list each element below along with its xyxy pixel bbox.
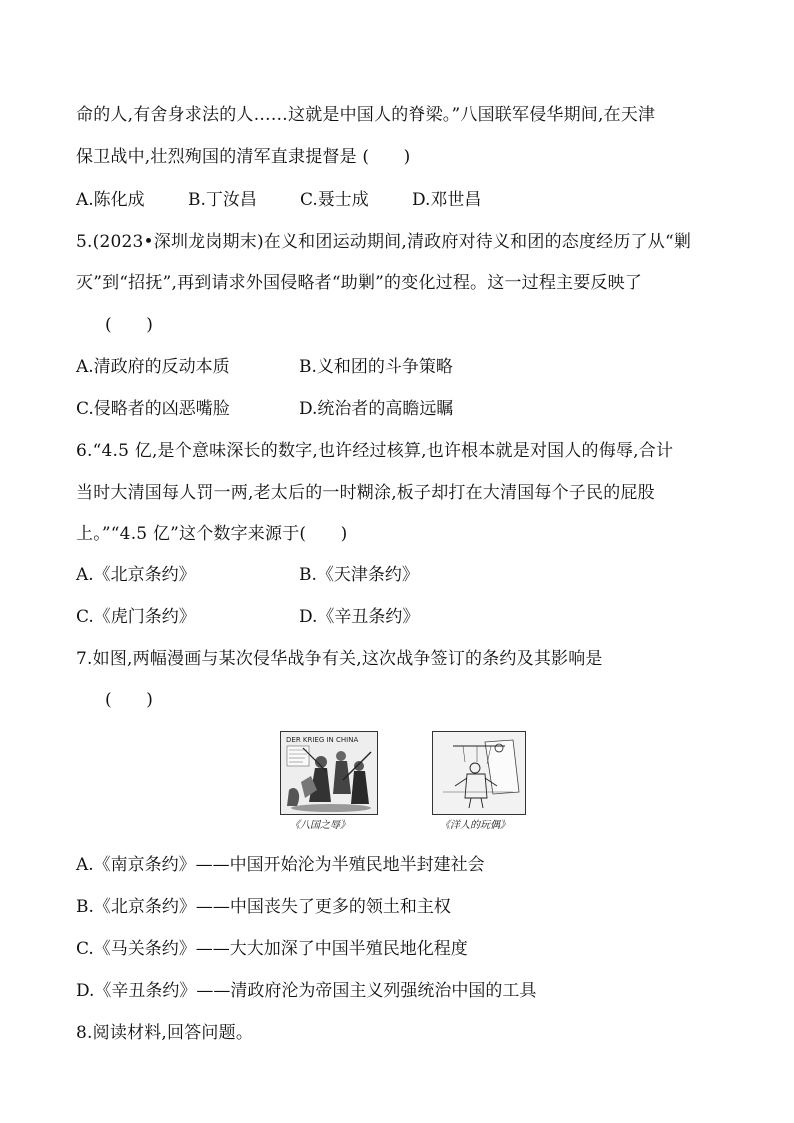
q4-option-b[interactable]: B.丁汝昌 xyxy=(188,190,257,210)
cartoon-header-text: DER KRIEG IN CHINA xyxy=(286,736,359,744)
q4-option-c[interactable]: C.聂士成 xyxy=(300,190,369,210)
q5-text-line-2: 灭”到“招抚”,再到请求外国侵略者“助剿”的变化过程。这一过程主要反映了 xyxy=(76,273,643,293)
q6-text-line-2: 当时大清国每人罚一两,老太后的一时糊涂,板子却打在大清国每个子民的屁股 xyxy=(76,483,655,503)
q5-text-line-1: 5.(2023•深圳龙岗期末)在义和团运动期间,清政府对待义和团的态度经历了从“剿 xyxy=(76,232,692,252)
q7-answer-blank: ( ) xyxy=(105,690,154,710)
q6-text-line-3: 上。”“4.5 亿”这个数字来源于( ) xyxy=(76,524,348,544)
q4-option-d[interactable]: D.邓世昌 xyxy=(412,190,482,210)
q6-option-b[interactable]: B.《天津条约》 xyxy=(299,565,419,585)
q4-text-line-2: 保卫战中,壮烈殉国的清军直隶提督是 ( ) xyxy=(76,147,411,167)
q5-option-b[interactable]: B.义和团的斗争策略 xyxy=(299,357,453,377)
q6-option-d[interactable]: D.《辛丑条约》 xyxy=(299,607,420,627)
q7-option-a[interactable]: A.《南京条约》——中国开始沦为半殖民地半封建社会 xyxy=(76,855,485,875)
q7-text-line-1: 7.如图,两幅漫画与某次侵华战争有关,这次战争签订的条约及其影响是 xyxy=(76,649,603,669)
q6-option-a[interactable]: A.《北京条约》 xyxy=(76,565,196,585)
q7-cartoon-figure xyxy=(278,731,528,836)
cartoon-eight-nations-image xyxy=(280,731,378,815)
caption-eight-nations: 《八国之辱》 xyxy=(290,820,350,831)
q5-option-c[interactable]: C.侵略者的凶恶嘴脸 xyxy=(76,399,230,419)
q5-answer-blank: ( ) xyxy=(105,315,154,335)
q5-option-a[interactable]: A.清政府的反动本质 xyxy=(76,357,230,377)
q6-text-line-1: 6.“4.5 亿,是个意味深长的数字,也许经过核算,也许根本就是对国人的侮辱,合计 xyxy=(76,441,674,461)
q6-option-c[interactable]: C.《虎门条约》 xyxy=(76,607,196,627)
cartoon-puppet-image xyxy=(432,731,526,815)
q7-option-b[interactable]: B.《北京条约》——中国丧失了更多的领土和主权 xyxy=(76,897,451,917)
q7-option-c[interactable]: C.《马关条约》——大大加深了中国半殖民地化程度 xyxy=(76,939,468,959)
cartoon-eight-nations-drawing xyxy=(281,732,377,814)
q7-option-d[interactable]: D.《辛丑条约》——清政府沦为帝国主义列强统治中国的工具 xyxy=(76,981,537,1001)
cartoon-puppet-drawing xyxy=(433,732,525,814)
q5-option-d[interactable]: D.统治者的高瞻远瞩 xyxy=(299,399,454,419)
q4-text-line-1: 命的人,有舍身求法的人……这就是中国人的脊梁。”八国联军侵华期间,在天津 xyxy=(76,105,656,125)
q4-option-a[interactable]: A.陈化成 xyxy=(76,190,145,210)
q8-text-line-1: 8.阅读材料,回答问题。 xyxy=(76,1023,254,1043)
caption-puppet: 《洋人的玩偶》 xyxy=(440,820,510,831)
